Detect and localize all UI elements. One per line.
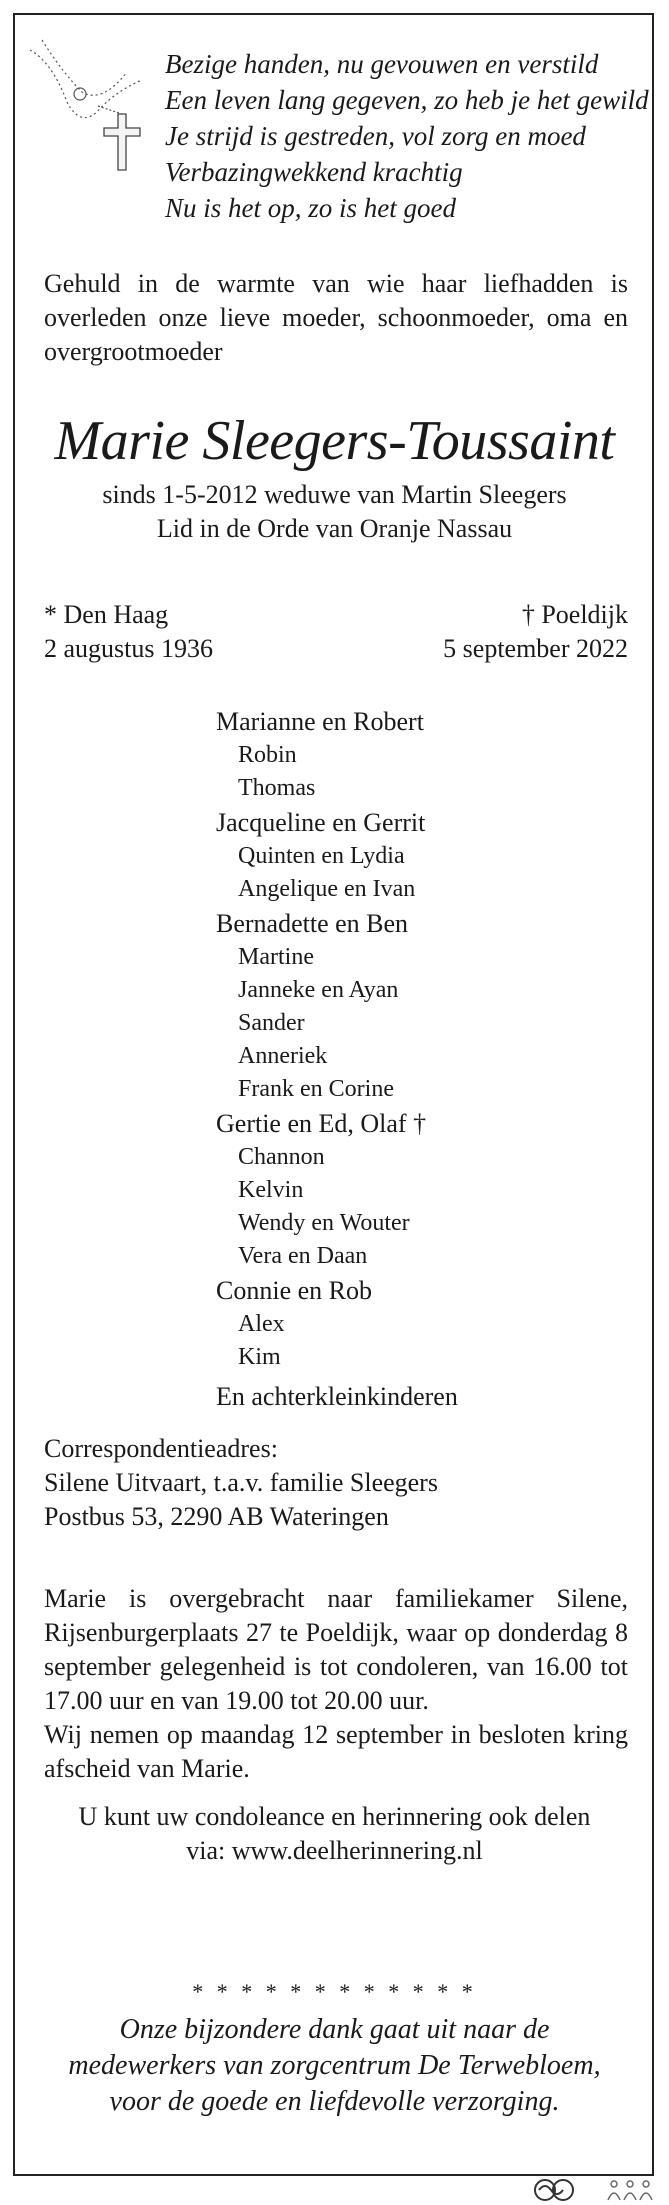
order-line: Lid in de Orde van Oranje Nassau bbox=[156, 514, 513, 543]
poem-line: Nu is het op, zo is het goed bbox=[165, 193, 456, 223]
correspondence-line: Postbus 53, 2290 AB Wateringen bbox=[44, 1502, 389, 1531]
deceased-name: Marie Sleegers-Toussaint bbox=[54, 410, 615, 472]
grandchild-name: Kelvin bbox=[238, 1177, 304, 1203]
dates-block bbox=[44, 598, 628, 666]
child-name: Jacqueline en Gerrit bbox=[216, 808, 426, 837]
death-date: 5 september 2022 bbox=[443, 634, 628, 663]
birth-place: * Den Haag bbox=[44, 600, 169, 629]
thanks-line: voor de goede en liefdevolle verzorging. bbox=[109, 2086, 560, 2117]
poem bbox=[165, 46, 649, 226]
grandchild-name: Kim bbox=[238, 1344, 281, 1370]
poem-line: Bezige handen, nu gevouwen en verstild bbox=[165, 49, 599, 79]
grandchild-name: Janneke en Ayan bbox=[238, 977, 399, 1003]
farewell-text: Wij nemen op maandag 12 september in besloten kring afscheid van Marie. bbox=[44, 1720, 628, 1783]
grandchild-name: Angelique en Ivan bbox=[238, 876, 416, 902]
intro-text: Gehuld in de warmte van wie haar liefhadden is overleden onze lieve moeder, schoonmoeder, oma en overgrootmoeder bbox=[44, 269, 628, 366]
child-name: Bernadette en Ben bbox=[216, 909, 409, 938]
widow-block bbox=[0, 478, 669, 546]
thanks-line: Onze bijzondere dank gaat uit naar de bbox=[119, 2014, 550, 2045]
child-name: Marianne en Robert bbox=[216, 707, 424, 736]
death-place: † Poeldijk bbox=[521, 600, 628, 629]
poem-line: Je strijd is gestreden, vol zorg en moed bbox=[165, 121, 586, 151]
birth-date: 2 augustus 1936 bbox=[44, 634, 213, 663]
rosary-icon bbox=[22, 32, 162, 182]
poem-line: Een leven lang gegeven, zo heb je het gewild bbox=[165, 85, 649, 115]
condolence-line: U kunt uw condoleance en herinnering ook delen bbox=[78, 1802, 591, 1831]
child-name: Connie en Rob bbox=[216, 1276, 372, 1305]
grandchild-name: Alex bbox=[238, 1311, 285, 1337]
grandchild-name: Channon bbox=[238, 1144, 325, 1170]
family-list bbox=[216, 704, 458, 1416]
grandchild-name: Vera en Daan bbox=[238, 1243, 368, 1269]
stars-divider: * * * * * * * * * * * * bbox=[192, 1979, 477, 2004]
grandchild-name: Martine bbox=[238, 944, 314, 970]
poem-line: Verbazingwekkend krachtig bbox=[165, 157, 463, 187]
visitation-text: Marie is overgebracht naar familiekamer Silene, Rijsenburgerplaats 27 te Poeldijk, waar op donderdag 8 september gelegenheid is tot condoleren, van 16.00 tot 17.00 uur en van 19.00 tot 20.00 uur. bbox=[44, 1584, 628, 1715]
great-grandchildren: En achterkleinkinderen bbox=[216, 1382, 458, 1411]
condolence-link[interactable]: via: www.deelherinnering.nl bbox=[186, 1836, 483, 1865]
child-name: Gertie en Ed, Olaf † bbox=[216, 1109, 427, 1138]
grandchild-name: Quinten en Lydia bbox=[238, 843, 405, 869]
grandchild-name: Anneriek bbox=[238, 1043, 328, 1069]
thanks-block bbox=[0, 2012, 669, 2120]
correspondence-label: Correspondentieadres: bbox=[44, 1434, 278, 1463]
grandchild-name: Sander bbox=[238, 1010, 305, 1036]
grandchild-name: Wendy en Wouter bbox=[238, 1210, 410, 1236]
correspondence-line: Silene Uitvaart, t.a.v. familie Sleegers bbox=[44, 1468, 438, 1497]
family-logo-icon bbox=[600, 2178, 660, 2202]
grandchild-name: Thomas bbox=[238, 775, 316, 801]
publisher-logo-icon bbox=[525, 2178, 585, 2202]
grandchild-name: Frank en Corine bbox=[238, 1076, 394, 1102]
thanks-line: medewerkers van zorgcentrum De Terwebloem, bbox=[68, 2050, 601, 2081]
condolence-block bbox=[0, 1800, 669, 1868]
grandchild-name: Robin bbox=[238, 742, 297, 768]
correspondence-address bbox=[44, 1432, 438, 1534]
widow-line: sinds 1-5-2012 weduwe van Martin Sleegers bbox=[102, 480, 567, 509]
